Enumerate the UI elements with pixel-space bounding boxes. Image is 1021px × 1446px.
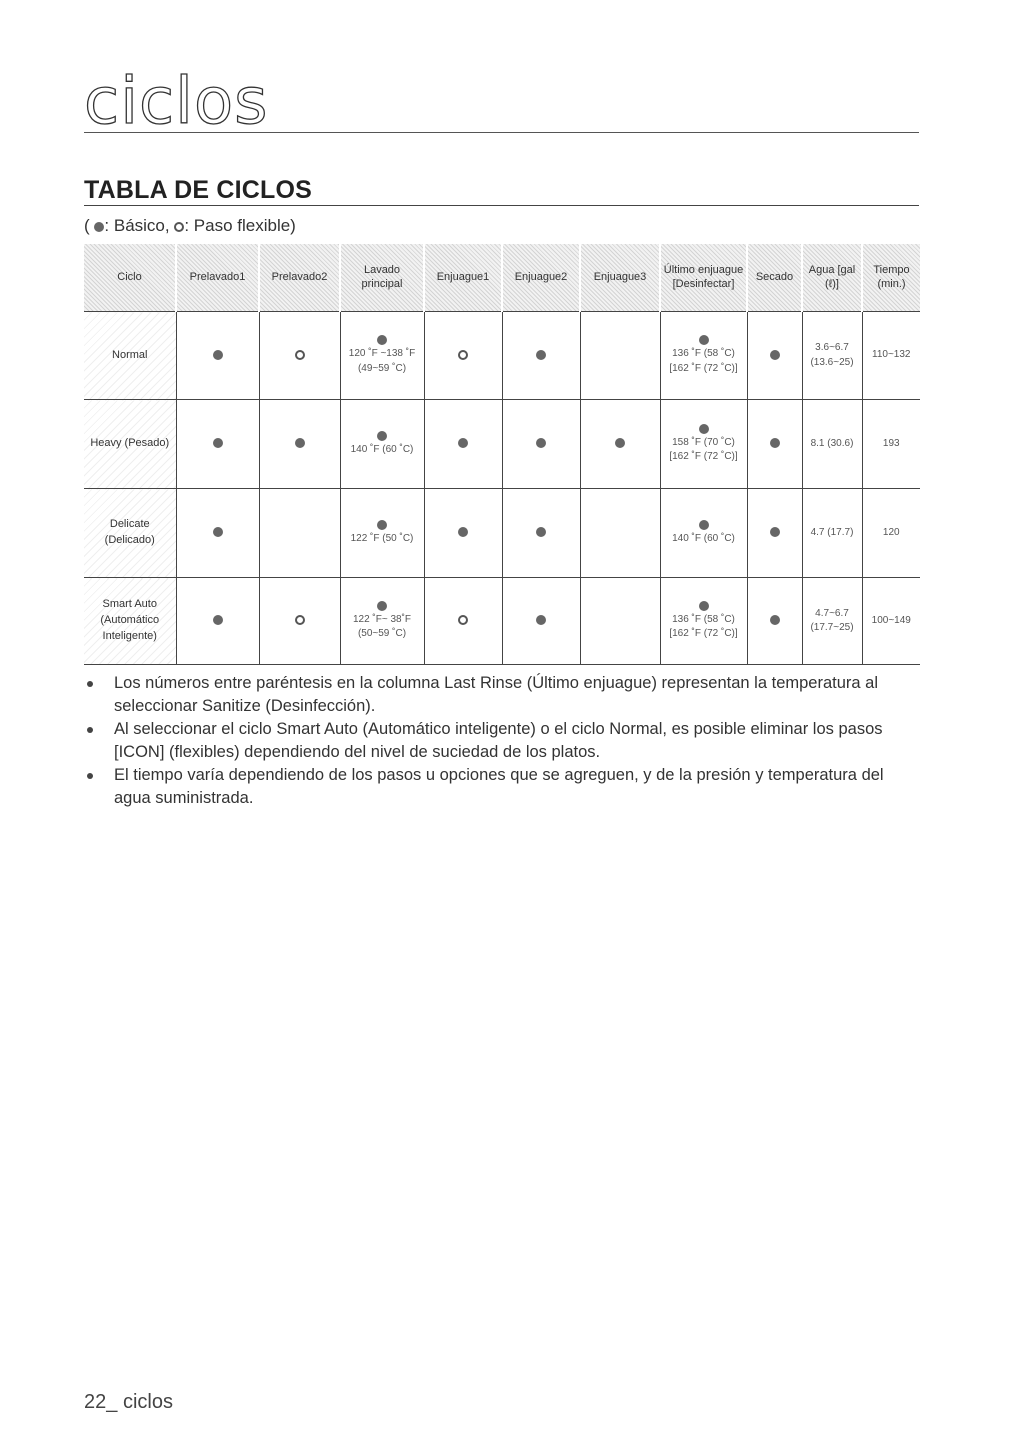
cell-rinse1 [424, 578, 502, 665]
header-rinse2: Enjuague2 [502, 244, 580, 312]
flex-ring-icon [458, 615, 468, 625]
flex-ring-icon [458, 350, 468, 360]
flex-ring-icon [174, 222, 184, 232]
cell-dry [747, 578, 802, 665]
temperature-text: 140 ˚F (60 ˚C) [350, 443, 414, 455]
legend-flex-label: : Paso flexible) [184, 216, 296, 235]
cell-last-rinse [660, 400, 747, 489]
basic-dot-icon [770, 615, 780, 625]
basic-dot-icon [213, 615, 223, 625]
cell-prewash1 [176, 400, 259, 489]
legend-basic-label: : Básico, [104, 216, 170, 235]
cell-dry [747, 312, 802, 400]
temperature-text: 122 ˚F (50 ˚C) [350, 532, 414, 544]
cell-rinse1 [424, 312, 502, 400]
note-item [84, 764, 924, 810]
chapter-title: ciclos [84, 65, 269, 139]
cell-rinse3 [580, 489, 660, 578]
legend [84, 216, 296, 236]
basic-dot-icon [377, 335, 387, 345]
cell-dry [747, 400, 802, 489]
basic-dot-icon [699, 601, 709, 611]
cell-rinse3 [580, 400, 660, 489]
cell-water [802, 489, 862, 578]
section-divider [84, 205, 919, 206]
cell-rinse3 [580, 312, 660, 400]
cell-rinse1 [424, 489, 502, 578]
cycle-name: Normal [84, 312, 176, 400]
basic-dot-icon [213, 527, 223, 537]
basic-dot-icon [536, 438, 546, 448]
notes-list [84, 672, 924, 810]
cell-last-rinse [660, 578, 747, 665]
cell-water-text: 8.1 (30.6) [810, 437, 854, 449]
basic-dot-icon [377, 520, 387, 530]
cell-rinse2 [502, 312, 580, 400]
temperature-text: 122 ˚F~ 38˚F [352, 613, 412, 625]
cell-prewash2 [259, 312, 340, 400]
temperature-text: (50~59 ˚C) [357, 628, 407, 639]
cell-dry [747, 489, 802, 578]
cell-water [802, 578, 862, 665]
basic-dot-icon [699, 335, 709, 345]
cell-prewash2 [259, 578, 340, 665]
header-rinse1: Enjuague1 [424, 244, 502, 312]
flex-ring-icon [295, 615, 305, 625]
cell-time-text: 120 [882, 526, 900, 538]
basic-dot-icon [699, 520, 709, 530]
cell-rinse2 [502, 489, 580, 578]
cycle-name: Heavy (Pesado) [84, 400, 176, 489]
temperature-text: [162 ˚F (72 ˚C)] [669, 628, 738, 639]
temperature-text: 158 ˚F (70 ˚C) [672, 436, 735, 448]
note-item [84, 718, 924, 764]
basic-dot-icon [213, 350, 223, 360]
cell-time-text: 110~132 [872, 349, 911, 361]
header-last-rinse: Último enjuague [Desinfectar] [660, 244, 747, 312]
table-row [84, 578, 920, 665]
basic-dot-icon [458, 438, 468, 448]
table-header-row [84, 244, 920, 312]
cell-water [802, 312, 862, 400]
cycle-table [84, 244, 920, 665]
basic-dot-icon [536, 350, 546, 360]
section-title: TABLA DE CICLOS [84, 176, 312, 204]
cell-water-text: (13.6~25) [810, 356, 854, 368]
cell-prewash2 [259, 489, 340, 578]
cell-last-rinse [660, 312, 747, 400]
cell-water-text: 4.7~6.7 [815, 607, 849, 619]
cell-last-rinse [660, 489, 747, 578]
header-water: Agua [gal (ℓ)] [802, 244, 862, 312]
cell-water-text: (17.7~25) [810, 622, 854, 633]
note-text: El tiempo varía dependiendo de los pasos u opciones que se agreguen, y de la presión y temperatura del agua suministrada. [114, 766, 884, 807]
basic-dot-icon [295, 438, 305, 448]
basic-dot-icon [458, 527, 468, 537]
page-number: 22_ [84, 1391, 118, 1413]
cell-rinse2 [502, 578, 580, 665]
table-row [84, 312, 920, 400]
basic-dot-icon [377, 601, 387, 611]
basic-dot-icon [536, 615, 546, 625]
header-rinse3: Enjuague3 [580, 244, 660, 312]
cell-prewash1 [176, 489, 259, 578]
temperature-text: 120 ˚F ~138 ˚F [348, 348, 416, 359]
cell-main-wash [340, 578, 424, 665]
note-text: Al seleccionar el ciclo Smart Auto (Automático inteligente) o el ciclo Normal, es posible eliminar los pasos [ICON] (flexibles) dependiendo del nivel de suciedad de los platos. [114, 720, 883, 761]
cell-water [802, 400, 862, 489]
cell-main-wash [340, 312, 424, 400]
bullet-icon [87, 773, 93, 779]
cell-time-text: 193 [882, 437, 900, 449]
header-prewash1: Prelavado1 [176, 244, 259, 312]
note-item [84, 672, 924, 718]
temperature-text: 136 ˚F (58 ˚C) [672, 348, 735, 359]
cell-rinse1 [424, 400, 502, 489]
bullet-icon [87, 727, 93, 733]
cycle-name: Delicate (Delicado) [84, 489, 176, 578]
basic-dot-icon [94, 222, 104, 232]
temperature-text: (49~59 ˚C) [357, 362, 407, 374]
cell-main-wash [340, 400, 424, 489]
cell-time [862, 312, 920, 400]
temperature-text: [162 ˚F (72 ˚C)] [669, 451, 738, 462]
basic-dot-icon [770, 438, 780, 448]
cell-prewash2 [259, 400, 340, 489]
cell-water-text: 3.6~6.7 [815, 342, 849, 353]
header-dry: Secado [747, 244, 802, 312]
table-row [84, 489, 920, 578]
temperature-text: 140 ˚F (60 ˚C) [672, 532, 735, 544]
chapter-divider [84, 132, 919, 133]
cell-time [862, 400, 920, 489]
cell-main-wash [340, 489, 424, 578]
note-text: Los números entre paréntesis en la columna Last Rinse (Último enjuague) representan la temperatura al seleccionar Sanitize (Desinfección). [114, 674, 878, 715]
legend-open: ( [84, 216, 90, 235]
bullet-icon [87, 681, 93, 687]
basic-dot-icon [615, 438, 625, 448]
cell-time [862, 578, 920, 665]
page-footer [84, 1391, 173, 1414]
temperature-text: [162 ˚F (72 ˚C)] [669, 362, 738, 374]
cell-time [862, 489, 920, 578]
cell-rinse2 [502, 400, 580, 489]
cell-rinse3 [580, 578, 660, 665]
basic-dot-icon [699, 424, 709, 434]
cell-water-text: 4.7 (17.7) [810, 526, 854, 538]
basic-dot-icon [770, 527, 780, 537]
flex-ring-icon [295, 350, 305, 360]
cell-time-text: 100~149 [871, 614, 911, 626]
basic-dot-icon [770, 350, 780, 360]
header-main-wash: Lavado principal [340, 244, 424, 312]
cycle-name: Smart Auto (Automático Inteligente) [84, 578, 176, 665]
header-prewash2: Prelavado2 [259, 244, 340, 312]
cell-prewash1 [176, 578, 259, 665]
header-time: Tiempo (min.) [862, 244, 920, 312]
header-cycle: Ciclo [84, 244, 176, 312]
footer-section: ciclos [122, 1391, 173, 1413]
basic-dot-icon [213, 438, 223, 448]
basic-dot-icon [377, 431, 387, 441]
basic-dot-icon [536, 527, 546, 537]
table-row [84, 400, 920, 489]
cell-prewash1 [176, 312, 259, 400]
temperature-text: 136 ˚F (58 ˚C) [672, 613, 735, 625]
